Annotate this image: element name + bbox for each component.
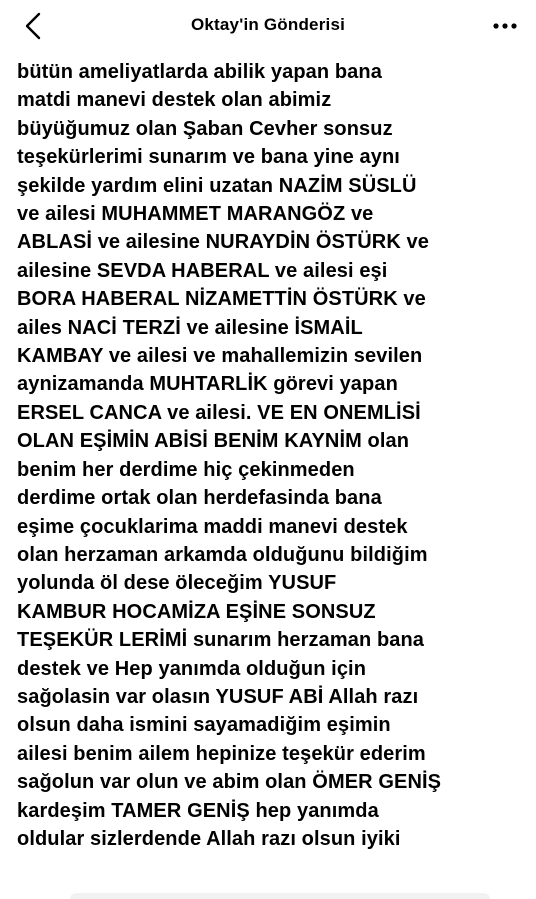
ellipsis-icon [492,22,518,30]
caption-line: matdi manevi destek olan abimiz [17,89,332,112]
caption-line: OLAN EŞİMİN ABİSİ BENİM KAYNİM olan [17,430,410,453]
caption-line: KAMBUR HOCAMİZA EŞİNE SONSUZ [17,600,376,623]
caption-line: BORA HABERAL NİZAMETTİN ÖSTÜRK ve [17,288,426,311]
caption-line: ABLASİ ve ailesine NURAYDİN ÖSTÜRK ve [17,231,429,254]
caption-line: olsun daha ismini sayamadiğim eşimin [17,714,391,737]
caption-line: derdime ortak olan herdefasinda bana [17,487,382,510]
bottom-edge [0,887,536,899]
caption-line: ailes NACİ TERZİ ve ailesine İSMAİL [17,316,363,339]
caption-line: kardeşim TAMER GENİŞ hep yanımda [17,799,379,822]
caption-line: oldular sizlerdende Allah razı olsun iyiki [17,827,401,850]
caption-line: ailesi benim ailem hepinize teşekür ederim [17,742,426,765]
caption-line: bütün ameliyatlarda abilik yapan bana [17,61,382,83]
caption-line: KAMBAY ve ailesi ve mahallemizin sevilen [17,345,423,368]
caption-line: şekilde yardım elini uzatan NAZİM SÜSLÜ [17,174,417,197]
caption-line: sağolasin var olasın YUSUF ABİ Allah razı [17,685,419,708]
caption-line: yolunda öl dese öleceğim YUSUF [17,572,337,595]
caption-line: teşekürlerimi sunarım ve bana yine aynı [17,146,400,169]
caption-line: benim her derdime hiç çekinmeden [17,458,355,481]
caption-line: sağolun var olun ve abim olan ÖMER GENİŞ [17,771,442,794]
caption-line: ve ailesi MUHAMMET MARANGÖZ ve [17,203,374,226]
caption-line: destek ve Hep yanımda olduğun için [17,657,367,680]
page-title: Oktay'in Gönderisi [190,15,346,34]
caption-line: olan herzaman arkamda olduğunu bildiğim [17,543,428,566]
caption-line: ERSEL CANCA ve ailesi. VE EN ONEMLİSİ [17,401,421,424]
more-options-button[interactable] [488,10,522,42]
caption-line: aynizamanda MUHTARLİK görevi yapan [17,373,398,396]
post-caption [17,58,532,890]
caption-line: ailesine SEVDA HABERAL ve ailesi eşi [17,259,388,282]
caption-line: büyüğumuz olan Şaban Cevher sonsuz [17,117,393,140]
top-navigation-bar [0,0,536,52]
caption-line: eşime çocuklarima maddi manevi destek [17,515,408,538]
caption-line: TEŞEKÜR LERİMİ sunarım herzaman bana [17,629,425,652]
bottom-bar-shadow [70,893,490,899]
